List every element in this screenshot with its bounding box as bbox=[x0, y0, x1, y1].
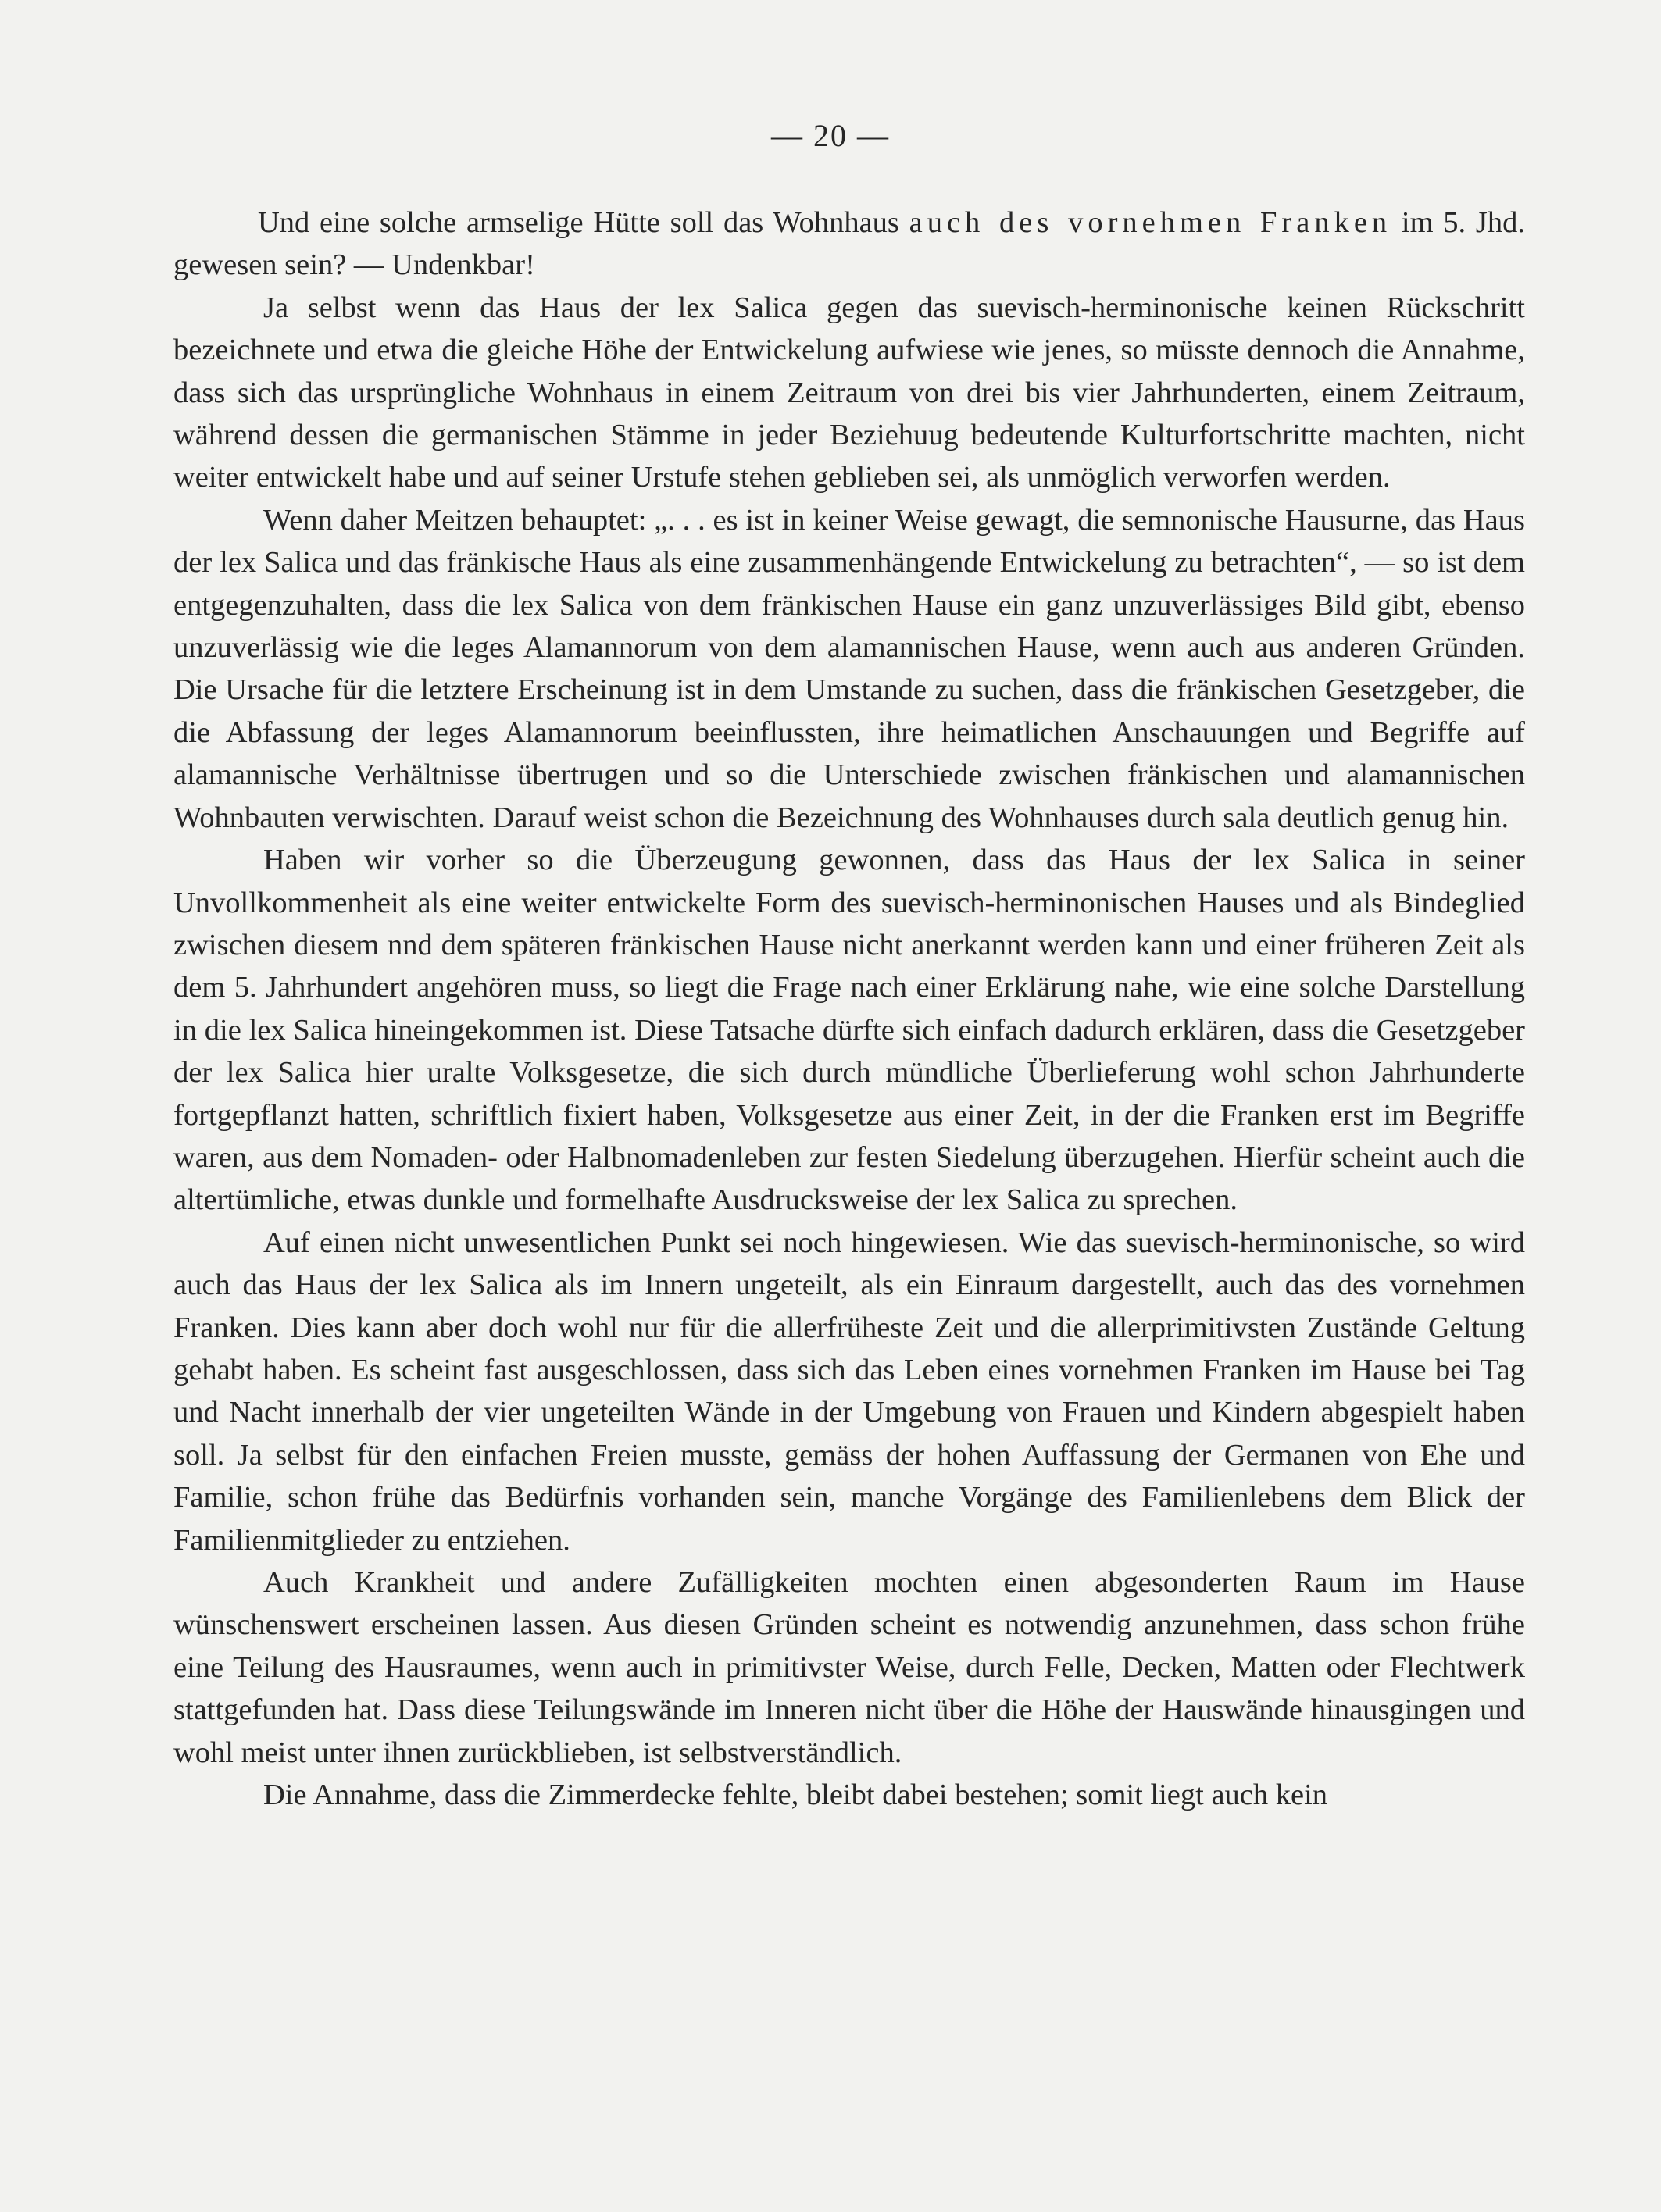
paragraph-7: Die Annahme, dass die Zimmerdecke fehlte, bleibt dabei bestehen; somit liegt auch kein bbox=[263, 1779, 1328, 1812]
paragraph-1-before: Und eine solche armselige Hütte soll das Wohnhaus bbox=[258, 206, 909, 239]
paragraph-5: Auf einen nicht unwesentlichen Punkt sei noch hingewiesen. Wie das suevisch-herminonische, so wird auch das Haus der lex Salica als im Innern ungeteilt, als ein Einraum dargestellt, auch das des vornehmen Franken. Dies kann aber doch wohl nur für die allerfrüheste Zeit und die allerprimitivsten Zustände Geltung gehabt haben. Es scheint fast ausgeschlossen, dass sich das Leben eines vornehmen Franken im Hause bei Tag und Nacht innerhalb der vier ungeteilten Wände in der Umgebung von Frauen und Kindern abgespielt haben soll. Ja selbst für den einfachen Freien musste, gemäss der hohen Auffassung der Germanen von Ehe und Familie, schon frühe das Bedürfnis vorhanden sein, manche Vorgänge des Familienlebens dem Blick der Familienmitglieder zu entziehen. bbox=[173, 1226, 1525, 1557]
paragraph-6: Auch Krankheit und andere Zufälligkeiten mochten einen abgesonderten Raum im Hause wünschenswert erscheinen lassen. Aus diesen Gründen scheint es notwendig anzunehmen, dass schon frühe eine Teilung des Hausraumes, wenn auch in primitivster Weise, durch Felle, Decken, Matten oder Flechtwerk stattgefunden hat. Dass diese Teilungswände im Inneren nicht über die Höhe der Hauswände hinausgingen und wohl meist unter ihnen zurückblieben, ist selbstverständlich. bbox=[173, 1566, 1525, 1769]
paragraph-2: Ja selbst wenn das Haus der lex Salica gegen das suevisch-herminonische keinen Rückschritt bezeichnete und etwa die gleiche Höhe der Entwickelung aufwiese wie jenes, so müsste dennoch die Annahme, dass sich das ursprüngliche Wohnhaus in einem Zeitraum von drei bis vier Jahrhunderten, einem Zeitraum, während dessen die germanischen Stämme in jeder Beziehuug bedeutende Kulturfortschritte machten, nicht weiter entwickelt habe und auf seiner Urstufe stehen geblieben sei, als unmöglich verworfen werden. bbox=[173, 291, 1525, 494]
paragraph-1-after: im 5. Jhd. gewesen sein? — Undenkbar! bbox=[173, 206, 1525, 282]
page-number: — 20 — bbox=[771, 118, 890, 153]
paragraph-1 bbox=[173, 202, 1525, 287]
paragraph-4: Haben wir vorher so die Überzeugung gewonnen, dass das Haus der lex Salica in seiner Unvollkommenheit als eine weiter entwickelte Form des suevisch-herminonischen Hauses und als Bindeglied zwischen diesem nnd dem späteren fränkischen Hause nicht anerkannt werden kann und einer früheren Zeit als dem 5. Jahrhundert angehören muss, so liegt die Frage nach einer Erklärung nahe, wie eine solche Darstellung in die lex Salica hineingekommen ist. Diese Tatsache dürfte sich einfach dadurch erklären, dass die Gesetzgeber der lex Salica hier uralte Volksgesetze, die sich durch mündliche Überlieferung wohl schon Jahrhunderte fortgepflanzt hatten, schriftlich fixiert haben, Volksgesetze aus einer Zeit, in der die Franken erst im Begriffe waren, aus dem Nomaden- oder Halbnomadenleben zur festen Siedelung überzugehen. Hierfür scheint auch die altertümliche, etwas dunkle und formelhafte Ausdrucksweise der lex Salica zu sprechen. bbox=[173, 844, 1525, 1217]
paragraph-1-spaced-emphasis: auch des vornehmen Franken bbox=[909, 206, 1392, 239]
body-text bbox=[173, 202, 1525, 1816]
paragraph-3: Wenn daher Meitzen behauptet: „. . . es ist in keiner Weise gewagt, die semnonische Hausurne, das Haus der lex Salica und das fränkische Haus als eine zusammenhängende Entwickelung zu betrachten“, — so ist dem entgegenzuhalten, dass die lex Salica von dem fränkischen Hause ein ganz unzuverlässiges Bild gibt, ebenso unzuverlässig wie die leges Alamannorum von dem alamannischen Hause, wenn auch aus anderen Gründen. Die Ursache für die letztere Erscheinung ist in dem Umstande zu suchen, dass die fränkischen Gesetzgeber, die die Abfassung der leges Alamannorum beeinflussten, ihre heimatlichen Anschauungen und Begriffe auf alamannische Verhältnisse übertrugen und so die Unterschiede zwischen fränkischen und alamannischen Wohnbauten verwischten. Darauf weist schon die Bezeichnung des Wohnhauses durch sala deutlich genug hin. bbox=[173, 503, 1525, 834]
